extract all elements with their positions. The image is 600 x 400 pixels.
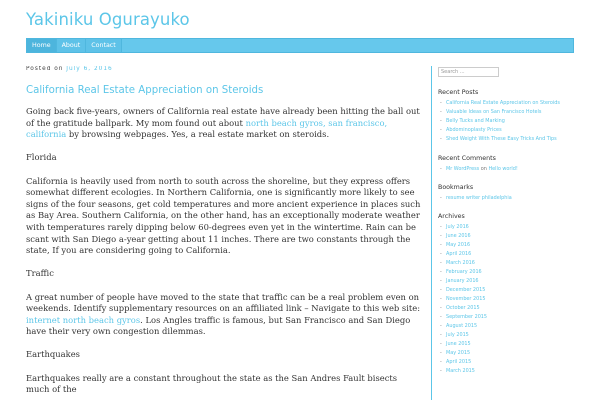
comment-on-label: on [480, 165, 487, 172]
nav-contact[interactable]: Contact [86, 39, 122, 52]
paragraph-intro [26, 106, 422, 141]
sidebar [431, 66, 574, 400]
comment-post-link[interactable]: Hello world! [488, 165, 518, 172]
recent-posts-widget [438, 89, 574, 143]
paragraph-text: . Los Angles traffic is famous, but San Francisco and San Diego have their very own congestion dilemmas. [26, 314, 411, 337]
paragraph-text: Going back five-years, owners of California real estate have already been hitting the ball out of the gratitude ballpark. My mom found out about [26, 106, 420, 128]
recent-post-link[interactable]: - California Real Estate Appreciation on Steroids [438, 100, 574, 106]
bookmarks-title: Bookmarks [438, 183, 474, 191]
recent-post-link[interactable]: - Abdominoplasty Prices [438, 127, 574, 133]
bookmark-link[interactable]: - resume writer philadelphia [438, 195, 574, 201]
paragraph-traffic [26, 292, 422, 338]
recent-posts-title: Recent Posts [438, 89, 479, 96]
heading-traffic: Traffic [26, 268, 54, 279]
archive-link[interactable]: - May 2015 [438, 350, 574, 356]
north-beach-gyros-link[interactable]: north beach gyros, san francisco, california [26, 117, 388, 140]
archive-link[interactable]: - September 2015 [438, 314, 574, 320]
nav-home[interactable]: Home [27, 39, 57, 52]
archive-link[interactable]: - April 2016 [438, 251, 574, 257]
search-input[interactable]: Search ... [438, 67, 499, 77]
archive-link[interactable]: - December 2015 [438, 287, 574, 293]
archive-link[interactable]: - June 2015 [438, 341, 574, 347]
bookmarks-widget [438, 184, 574, 201]
archive-link[interactable]: - April 2015 [438, 359, 574, 365]
archive-link[interactable]: - August 2015 [438, 323, 574, 329]
paragraph-text: A great number of people have moved to the state that traffic can be a real problem even on weekends. Identify supplementary resources on an affiliated link – Navigate to this web site: [26, 291, 421, 314]
recent-comment [438, 166, 574, 172]
recent-post-link[interactable]: - Shed Weight With These Easy Tricks And Tips [438, 136, 574, 142]
main-navigation [26, 38, 574, 53]
recent-post-link[interactable]: - Valuable Ideas on San Francisco Hotels [438, 109, 574, 115]
paragraph-earthquakes: Earthquakes really are a constant throughout the state as the San Andres Fault bisects much of the [26, 372, 398, 395]
nav-about[interactable]: About [57, 39, 87, 52]
archive-link[interactable]: - March 2016 [438, 260, 574, 266]
main-content [26, 66, 422, 400]
archives-title: Archives [438, 213, 465, 221]
heading-earthquakes: Earthquakes [26, 349, 80, 360]
site-title[interactable]: Yakiniku Ogurayuko [26, 10, 190, 29]
recent-post-link[interactable]: - Belly Tucks and Marking [438, 118, 574, 124]
post-body [26, 106, 422, 396]
archives-widget [438, 213, 574, 374]
recent-comments-title: Recent Comments [438, 154, 496, 162]
internet-gyros-link[interactable]: internet north beach gyros [26, 314, 141, 325]
archive-link[interactable]: - October 2015 [438, 305, 574, 311]
archive-link[interactable]: - February 2016 [438, 269, 574, 275]
post-title[interactable]: California Real Estate Appreciation on Steroids [26, 85, 264, 96]
paragraph-california: California is heavily used from north to south across the shoreline, but they express offers somewhat different ecologies. In Northern California, one is significantly more likely to see signs of the four seasons, get cold temperatures and more ancient experience in places such as Bay Area. Southern California, on the other hand, has an exceptionally moderate weather with temperatures rarely dipping below 60-degrees even yet in the wintertime. Rain can be scant with San Diego a-year getting about 11 inches. There are two constants through the state, If you are considering going to California. [26, 175, 421, 256]
recent-comments-widget [438, 155, 574, 172]
archive-link[interactable]: - March 2015 [438, 368, 574, 374]
archive-link[interactable]: - July 2015 [438, 332, 574, 338]
archive-link[interactable]: - January 2016 [438, 278, 574, 284]
archive-link[interactable]: - May 2016 [438, 242, 574, 248]
post-meta [26, 66, 422, 72]
archive-link[interactable]: - June 2016 [438, 233, 574, 239]
paragraph-text: by browsing webpages. Yes, a real estate market on steroids. [66, 129, 330, 140]
post-date-link[interactable]: July 6, 2016 [66, 66, 113, 72]
archive-link[interactable]: - July 2016 [438, 224, 574, 230]
comment-author-link[interactable]: Mr WordPress [446, 165, 480, 172]
archive-link[interactable]: - November 2015 [438, 296, 574, 302]
posted-on-label: Posted on [26, 66, 64, 72]
heading-florida: Florida [26, 152, 57, 163]
